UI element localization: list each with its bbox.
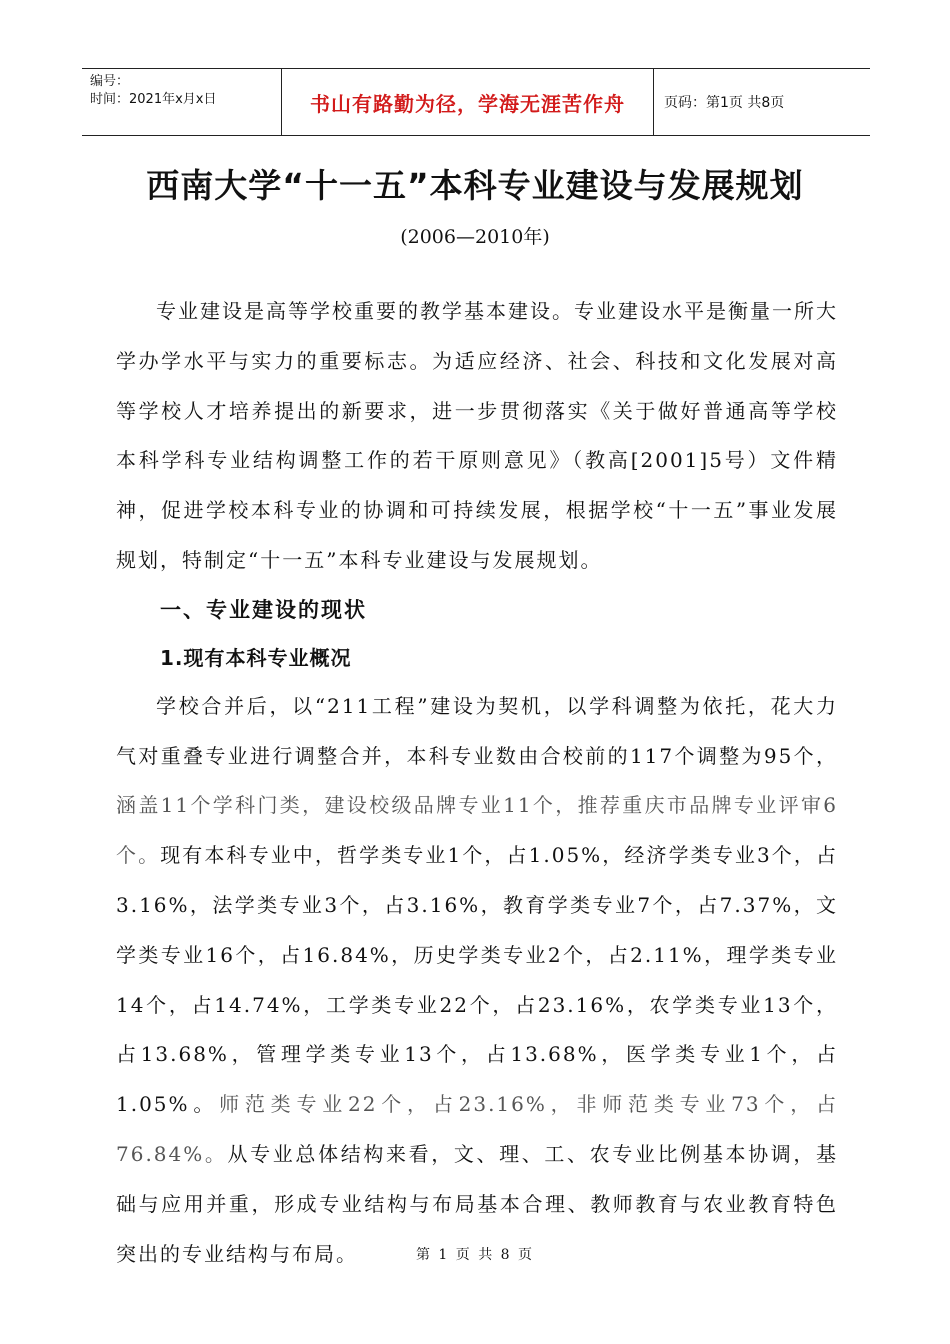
- body-text-part2: 涵盖11个学科门类，建设校级品牌专业11个，推荐重庆市品牌专业评审6个。: [116, 793, 838, 868]
- page-header: [82, 68, 870, 136]
- section-heading: 一、专业建设的现状: [160, 597, 367, 622]
- document-number-label: 编号：: [90, 74, 130, 89]
- document-body: [116, 287, 838, 1279]
- page-footer: 第 1 页 共 8 页: [415, 1247, 535, 1263]
- body-paragraph: [116, 682, 838, 1280]
- document-title: 西南大学“十一五”本科专业建设与发展规划: [146, 166, 804, 205]
- document-subtitle: (2006—2010年): [400, 226, 550, 248]
- body-text-part3: 现有本科专业中，哲学类专业1个，占1.05%，经济学类专业3个，占3.16%，法学类专业3个，占3.16%，教育学类专业7个，占7.37%，文学类专业16个，占16.84%，历史学类专业2个，占2.11%，理学类专业14个，占14.74%，工学类专业22个，占23.16%，农学类专业13个，占13.68%，管理学类专业13个，占13.68%，医学类专业1个，占1.05%。: [116, 843, 839, 1117]
- intro-paragraph: 专业建设是高等学校重要的教学基本建设。专业建设水平是衡量一所大学办学水平与实力的重要标志。为适应经济、社会、科技和文化发展对高等学校人才培养提出的新要求，进一步贯彻落实《关于做好普通高等学校本科学科专业结构调整工作的若干原则意见》（教高[2001]5号）文件精神，促进学校本科专业的协调和可持续发展，根据学校“十一五”事业发展规划，特制定“十一五”本科专业建设与发展规划。: [116, 299, 838, 572]
- body-text-part4: 师范类专业22个，占23.16%，非师范类专业73个，占76.84%。: [116, 1092, 838, 1166]
- header-page-info: 页码：第1页 共8页: [664, 95, 785, 111]
- body-text-part5: 从专业总体结构来看，文、理、工、农专业比例基本协调，基础与应用并重，形成专业结构与布局基本合理、教师教育与农业教育特色突出的专业结构与布局。: [116, 1141, 838, 1266]
- header-motto: 书山有路勤为径，学海无涯苦作舟: [282, 69, 654, 135]
- body-text-part1: 学校合并后，以“211工程”建设为契机，以学科调整为依托，花大力气对重叠专业进行调整合并，本科专业数由合校前的117个调整为95个，: [116, 693, 838, 768]
- subsection-heading: 1.现有本科专业概况: [160, 645, 352, 670]
- header-meta: [82, 69, 282, 135]
- document-date: 时间：2021年x月x日: [90, 92, 217, 107]
